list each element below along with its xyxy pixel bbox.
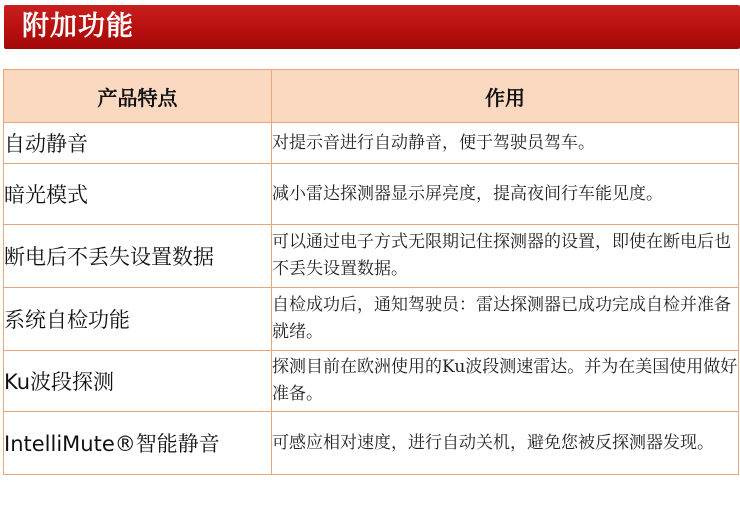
feature-name: 暗光模式 [4,164,272,225]
feature-name: IntelliMute®智能静音 [4,412,272,475]
table-row [4,164,739,225]
feature-name: Ku波段探测 [4,351,272,412]
feature-name: 自动静音 [4,123,272,164]
section-title: 附加功能 [22,11,134,42]
section-banner [0,0,740,55]
table-row [4,123,739,164]
table-header-row [4,70,739,123]
feature-effect: 自检成功后，通知驾驶员：雷达探测器已成功完成自检并准备就绪。 [272,288,739,351]
feature-effect: 探测目前在欧洲使用的Ku波段测速雷达。并为在美国使用做好准备。 [272,351,739,412]
feature-effect: 可以通过电子方式无限期记住探测器的设置，即使在断电后也不丢失设置数据。 [272,225,739,288]
feature-effect: 对提示音进行自动静音，便于驾驶员驾车。 [272,123,739,164]
table-row [4,412,739,475]
table-row [4,225,739,288]
feature-effect: 可感应相对速度，进行自动关机，避免您被反探测器发现。 [272,412,739,475]
section-title-bar [4,5,740,49]
table-row [4,351,739,412]
features-table [3,69,739,475]
feature-name: 断电后不丢失设置数据 [4,225,272,288]
column-header-feature: 产品特点 [4,70,272,123]
feature-effect: 减小雷达探测器显示屏亮度，提高夜间行车能见度。 [272,164,739,225]
table-row [4,288,739,351]
feature-name: 系统自检功能 [4,288,272,351]
column-header-effect: 作用 [272,70,739,123]
